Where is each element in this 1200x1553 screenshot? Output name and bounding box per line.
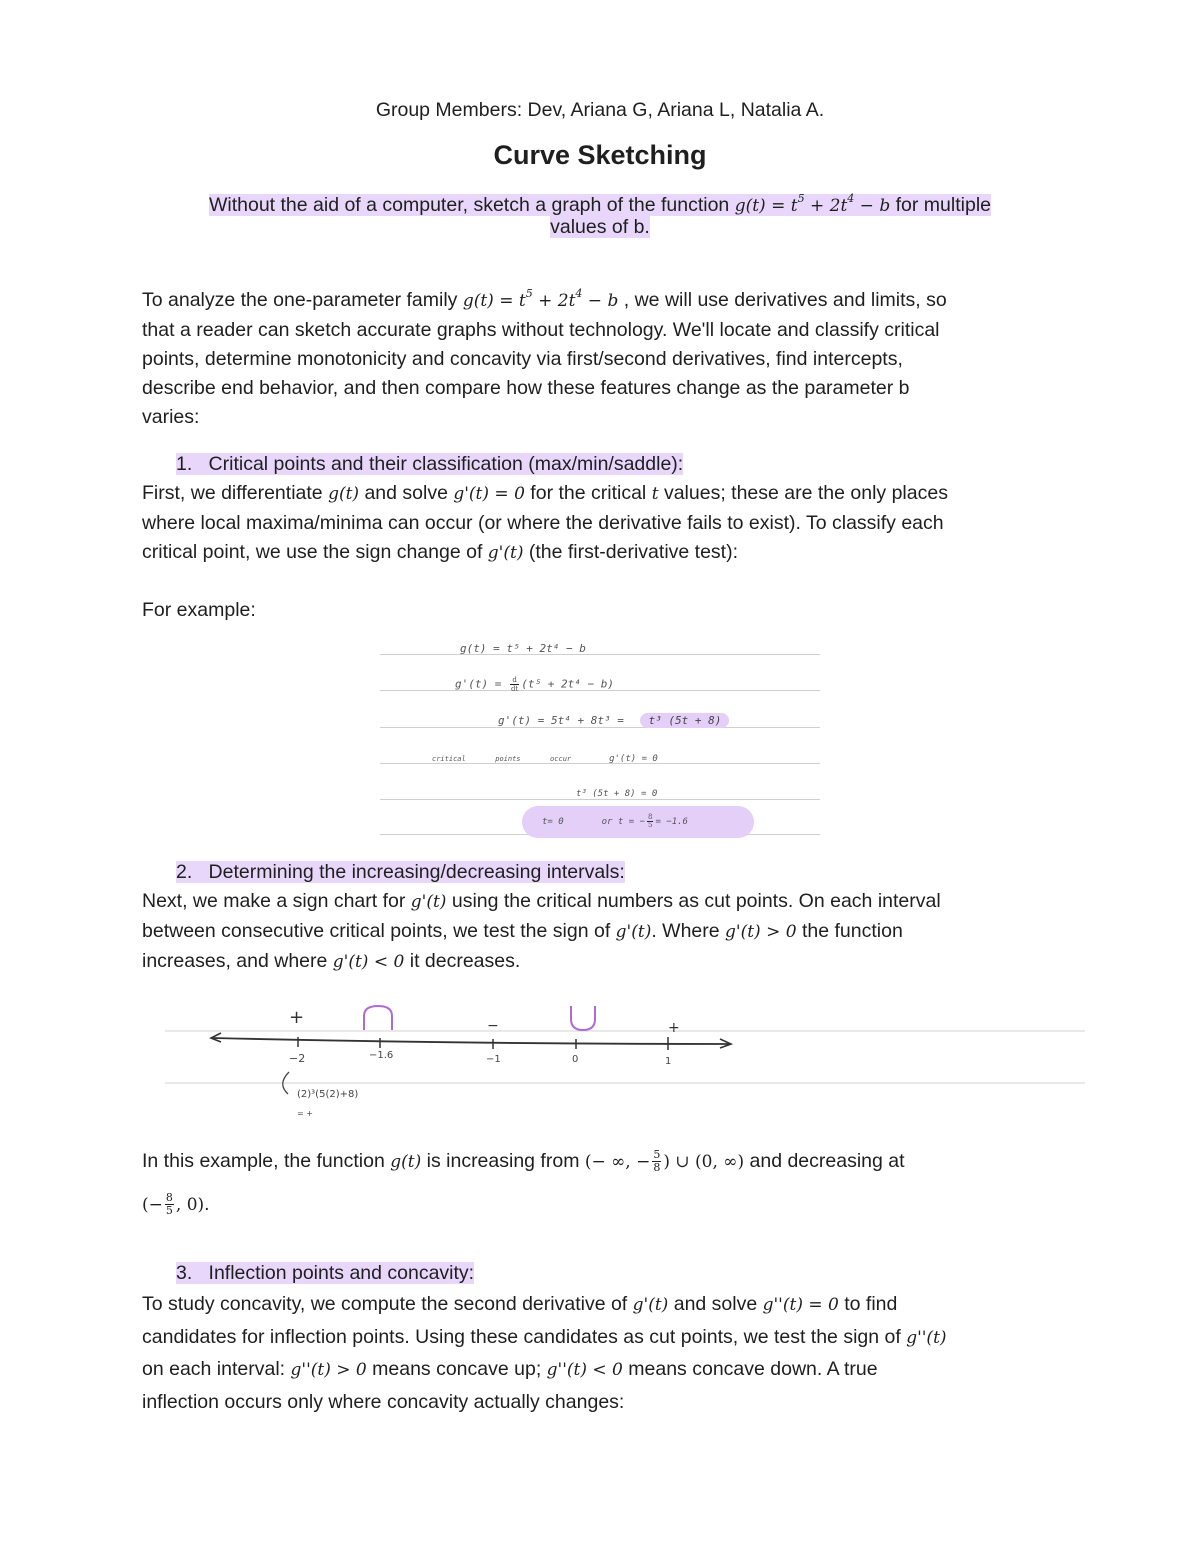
ruled-line xyxy=(380,799,820,800)
test-point-note: (2)³(5(2)+8) xyxy=(297,1089,359,1100)
conclusion-line-2: (− $\frac{8}{5}$ , 0). xyxy=(142,1191,210,1218)
handwritten-derivation xyxy=(380,638,820,843)
test-point-result: = + xyxy=(297,1109,313,1118)
sign-minus: − xyxy=(487,1018,499,1034)
example-label: For example: xyxy=(142,599,256,621)
intro-paragraph: To analyze the one-parameter family $g(t) = t^5 + 2t^4 - b$ , we will use derivatives and limits, so that a reader can sketch accurate graphs without technology. We'll locate and classify critical points, determine monotonicity and concavity via first/second derivatives, find intercepts, describe end behavior, and then compare how these features change as the parameter b varies: xyxy=(142,287,947,428)
section-1-heading: 1. Critical points and their classification (max/min/saddle): xyxy=(176,453,684,475)
sign-plus-left: + xyxy=(289,1007,305,1028)
sign-chart-sketch xyxy=(165,1000,1090,1130)
section-2-paragraph: Next, we make a sign chart for g'(t) using the critical numbers as cut points. On each interval between consecutive critical points, we test the sign of g'(t). Where g'(t) > 0 the function increases, and where g'(t) < 0 it decreases. xyxy=(142,890,941,972)
prompt-line-2: values of b. xyxy=(550,216,650,238)
section-1-paragraph: First, we differentiate g(t) and solve g'(t) = 0 for the critical t values; these are the only places where local maxima/minima can occur (or where the derivative fails to exist). To classify each critical point, we use the sign change of g'(t) (the first-derivative test): xyxy=(142,482,948,563)
group-members: Group Members: Dev, Ariana G, Ariana L, Natalia A. xyxy=(375,99,825,121)
hw-row-3: g'(t) = 5t⁴ + 8t³ = t³ (5t + 8) xyxy=(498,714,729,727)
hw-row-1: g(t) = t⁵ + 2t⁴ − b xyxy=(460,642,586,655)
tick-label: −1 xyxy=(486,1054,501,1065)
concave-up-symbol xyxy=(571,1006,595,1030)
number-line xyxy=(213,1038,730,1044)
tick-label: 0 xyxy=(572,1054,579,1065)
hw-row-6: t= 0 or t = − $\frac{8}{5}$ = −1.6 xyxy=(542,813,688,829)
hw-row-4: critical points occur g'(t) = 0 xyxy=(432,754,658,764)
sign-plus-right: + xyxy=(668,1020,680,1036)
conclusion-line-1: In this example, the function g(t) is increasing from (− ∞, − $\frac{5}{8}$ ) ∪ (0, ∞) and decreasing at xyxy=(142,1148,905,1175)
ruled-line xyxy=(380,727,820,728)
hw-row-2: g'(t) = $\frac{d}{dt}$ (t⁵ + 2t⁴ − b) xyxy=(455,676,614,693)
tick-label: −1.6 xyxy=(369,1050,394,1061)
concave-down-symbol xyxy=(364,1006,392,1030)
prompt-line-1: Without the aid of a computer, sketch a graph of the function $g(t) = t^5 + 2t^4 - b$ for multiple xyxy=(208,192,992,216)
page-title: Curve Sketching xyxy=(493,140,707,170)
section-3-heading: 3. Inflection points and concavity: xyxy=(176,1262,475,1284)
section-3-paragraph: To study concavity, we compute the second derivative of g'(t) and solve g''(t) = 0 to find candidates for inflection points. Using these candidates as cut points, we test the sign of g''(t) on each interval: g''(t) > 0 means concave up; g''(t) < 0 means concave down. A true inflection occurs only where concavity actually changes: xyxy=(142,1293,947,1413)
tick-label: 1 xyxy=(665,1056,672,1067)
tick-label: −2 xyxy=(289,1052,306,1065)
hw-row-5: t³ (5t + 8) = 0 xyxy=(576,789,658,799)
section-2-heading: 2. Determining the increasing/decreasing intervals: xyxy=(176,861,625,883)
ruled-line xyxy=(380,654,820,655)
